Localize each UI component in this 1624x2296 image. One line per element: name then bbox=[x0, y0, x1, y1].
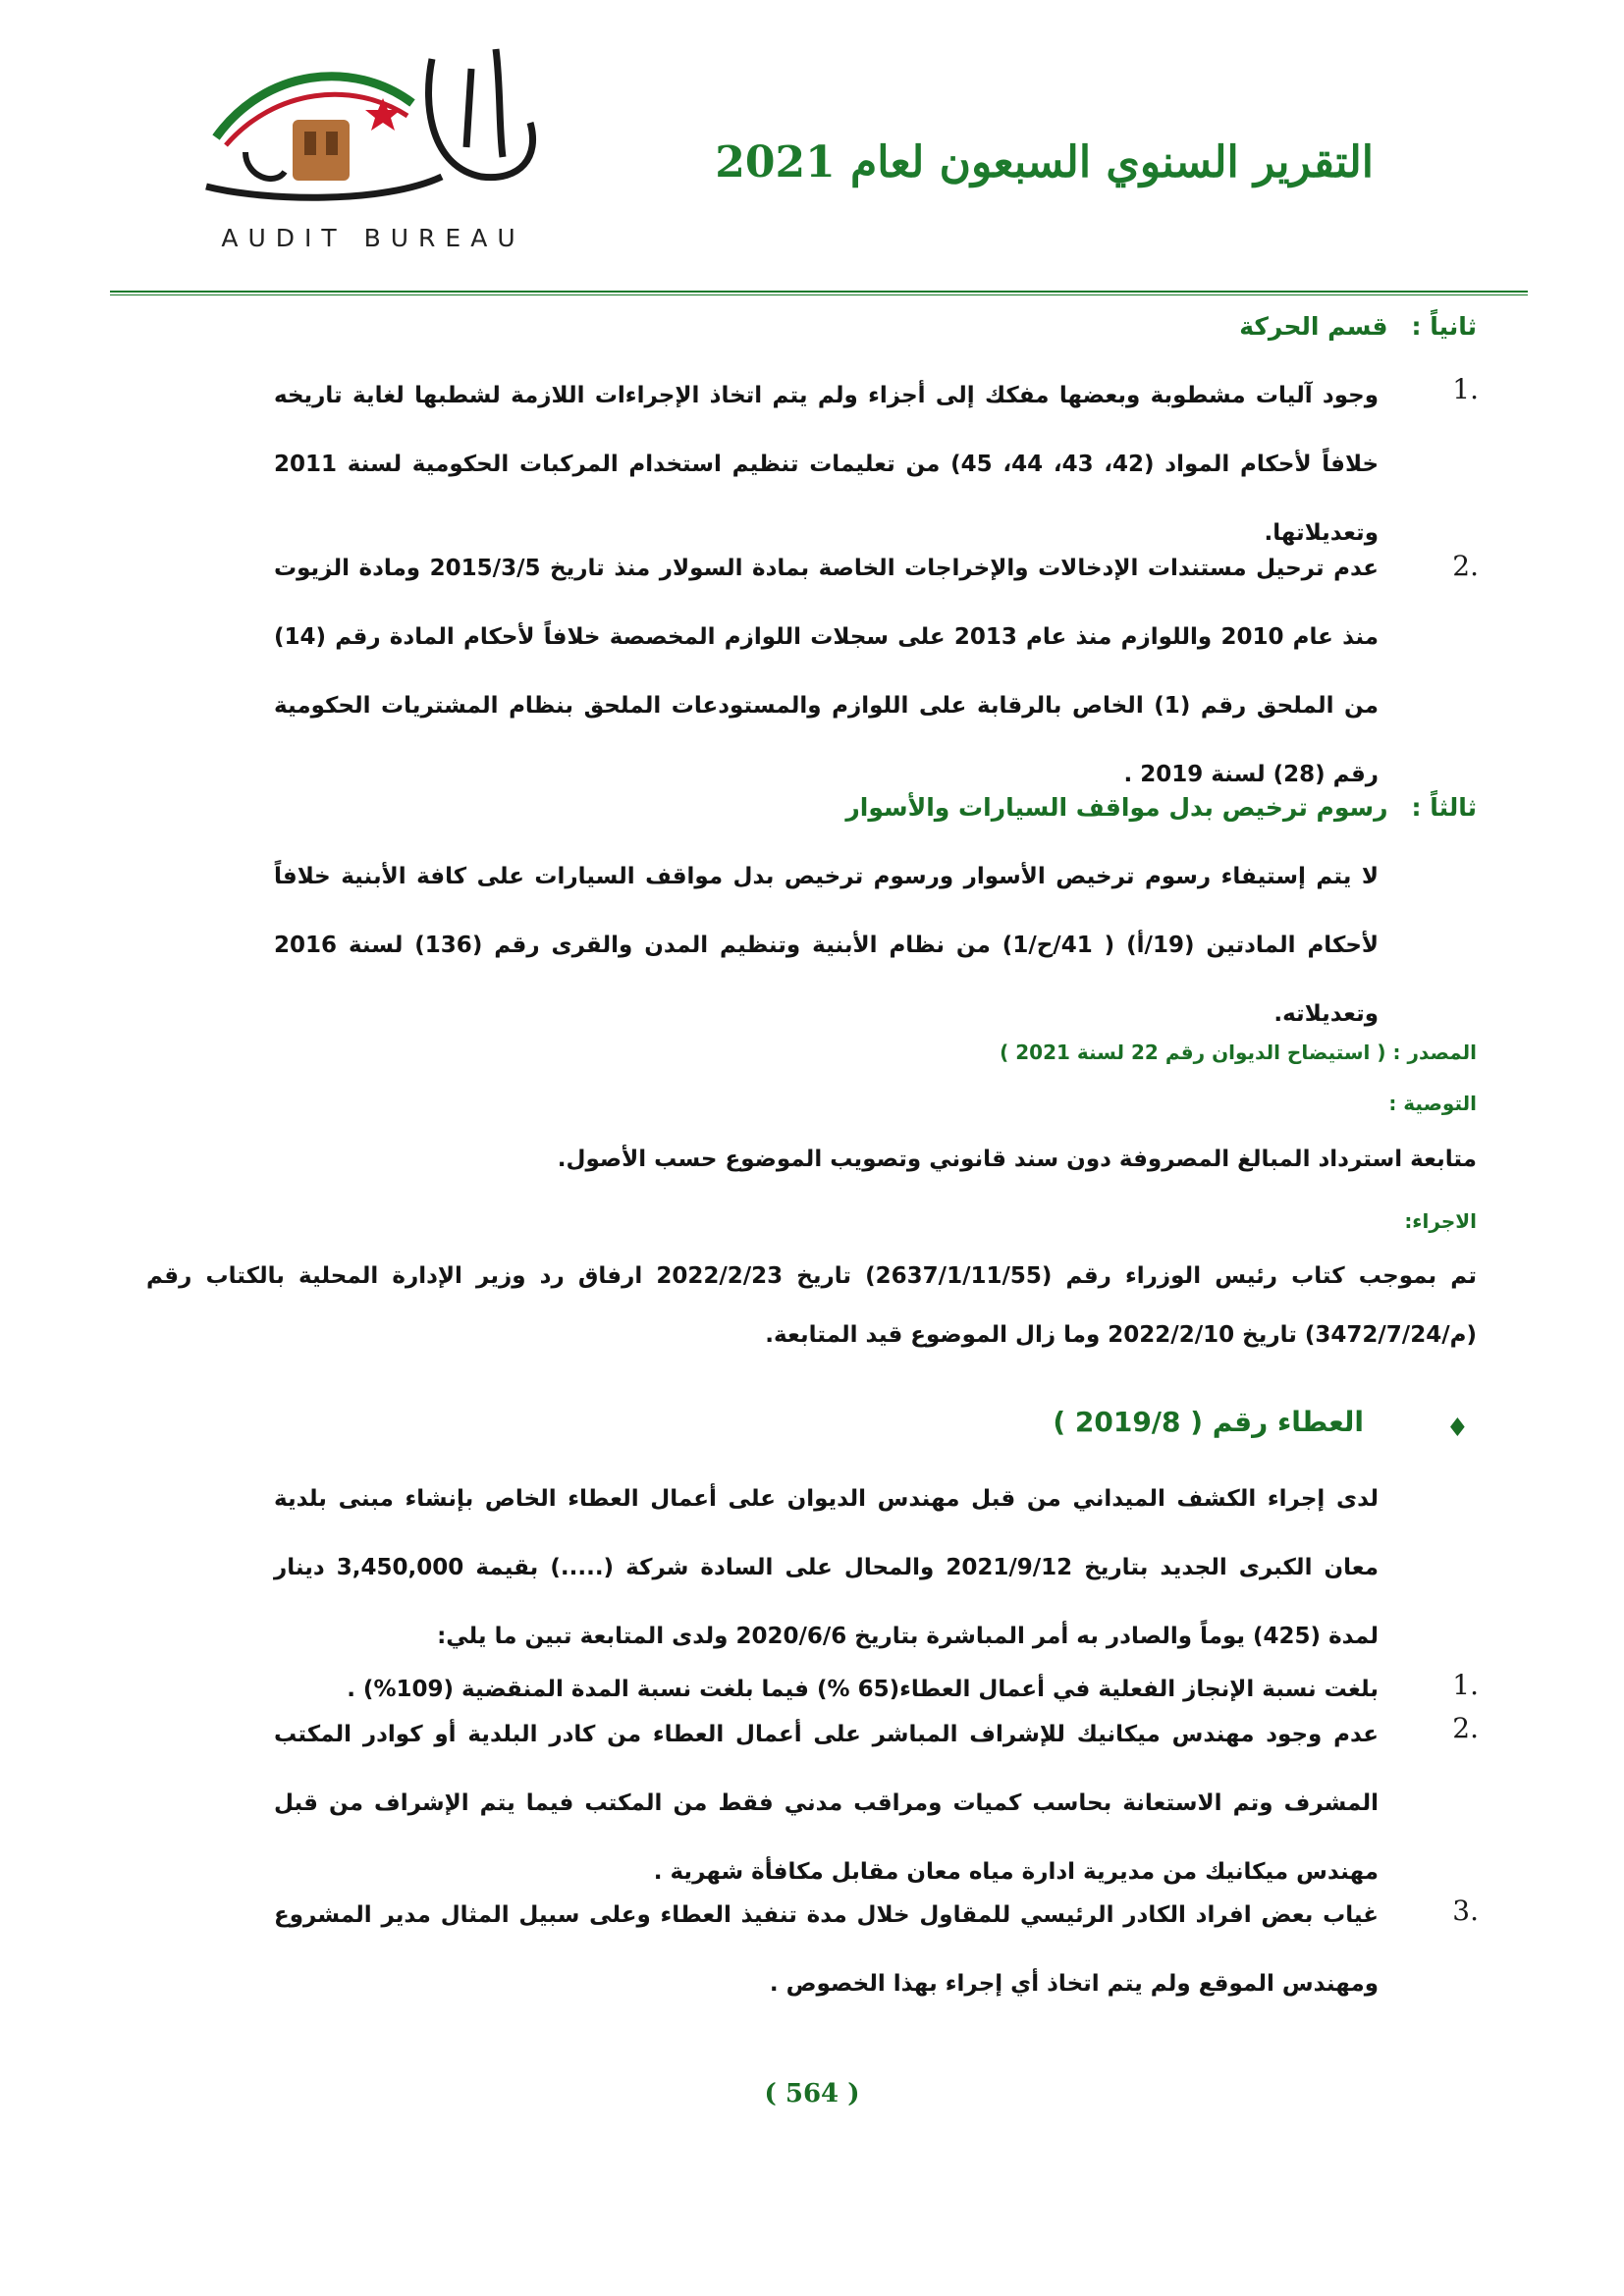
tender-item-3: غياب بعض افراد الكادر الرئيسي للمقاول خلال مدة تنفيذ العطاء وعلى سبيل المثال مدير المشروع ومهندس الموقع ولم يتم اتخاذ أي إجراء بهذا الخصوص . bbox=[274, 1902, 1379, 1997]
section-2-label: ثانياً : bbox=[1411, 312, 1477, 341]
item-number: 2. bbox=[1452, 550, 1479, 582]
page-number: ( 564 ) bbox=[764, 2079, 860, 2109]
report-title: التقرير السنوي السبعون لعام 2021 bbox=[715, 137, 1374, 187]
section-3-text: لا يتم إستيفاء رسوم ترخيص الأسوار ورسوم ترخيص بدل مواقف السيارات على كافة الأبنية خلافاً لأحكام المادتين (19/أ) ( 41/ح/1) من نظام الأبنية وتنظيم المدن والقرى رقم (136) لسنة 2016 وتعديلاته. bbox=[274, 864, 1380, 1027]
action-label: الاجراء: bbox=[1404, 1209, 1477, 1233]
logo-emblem bbox=[187, 29, 560, 226]
section-2-item-1: وجود آليات مشطوبة وبعضها مفكك إلى أجزاء ولم يتم اتخاذ الإجراءات اللازمة لشطبها لغاية تاريخه خلافاً لأحكام المواد (42، 43، 44، 45) من تعليمات تنظيم استخدام المركبات الحكومية لسنة 2011 وتعديلاتها. bbox=[274, 383, 1380, 546]
section-3-heading bbox=[845, 793, 1477, 822]
header-rule bbox=[110, 291, 1528, 296]
diamond-bullet-icon: ♦ bbox=[1445, 1414, 1469, 1443]
tender-title: العطاء رقم ( 2019/8 ) bbox=[1053, 1406, 1364, 1438]
action-text: تم بموجب كتاب رئيس الوزراء رقم (2637/1/11/55) تاريخ 2022/2/23 ارفاق رد وزير الإدارة المحلية بالكتاب رقم (م/3472/7/24) تاريخ 2022/2/10 وما زال الموضوع قيد المتابعة. bbox=[146, 1263, 1477, 1348]
item-number: 3. bbox=[1452, 1895, 1479, 1927]
item-number: 1. bbox=[1452, 373, 1479, 405]
section-2-item-2: عدم ترحيل مستندات الإدخالات والإخراجات الخاصة بمادة السولار منذ تاريخ 2015/3/5 ومادة الزيوت منذ عام 2010 واللوازم منذ عام 2013 على سجلات اللوازم المخصصة خلافاً لأحكام المادة رقم (14) من الملحق رقم (1) الخاص بالرقابة على اللوازم والمستودعات الملحق بنظام المشتريات الحكومية رقم (28) لسنة 2019 . bbox=[274, 556, 1380, 787]
logo-english-text: AUDIT BUREAU bbox=[221, 224, 525, 252]
section-2-heading bbox=[1239, 312, 1477, 341]
section-3-title: رسوم ترخيص بدل مواقف السيارات والأسوار bbox=[845, 793, 1388, 822]
recommendation-label: التوصية : bbox=[1388, 1092, 1477, 1115]
section-3-label: ثالثاً : bbox=[1411, 793, 1477, 822]
section-2-title: قسم الحركة bbox=[1239, 312, 1388, 341]
svg-text:ديوان المحاسبة: ديوان المحاسبة bbox=[356, 177, 363, 178]
tender-item-1: بلغت نسبة الإنجاز الفعلية في أعمال العطاء(65 %) فيما بلغت نسبة المدة المنقضية (109%) . bbox=[347, 1677, 1379, 1702]
tender-intro: لدى إجراء الكشف الميداني من قبل مهندس الديوان على أعمال العطاء الخاص بإنشاء مبنى بلدية معان الكبرى الجديد بتاريخ 2021/9/12 والمحال على السادة شركة (.....) بقيمة 3,450,000 دينار لمدة (425) يوماً والصادر به أمر المباشرة بتاريخ 2020/6/6 ولدى المتابعة تبين ما يلي: bbox=[274, 1486, 1379, 1649]
recommendation-text: متابعة استرداد المبالغ المصروفة دون سند قانوني وتصويب الموضوع حسب الأصول. bbox=[557, 1147, 1477, 1172]
tender-item-2: عدم وجود مهندس ميكانيك للإشراف المباشر على أعمال العطاء من كادر البلدية أو كوادر المكتب المشرف وتم الاستعانة بحاسب كميات ومراقب مدني فقط من المكتب فيما يتم الإشراف من قبل مهندس ميكانيك من مديرية ادارة مياه معان مقابل مكافأة شهرية . bbox=[274, 1722, 1379, 1885]
source-note: المصدر : ( استيضاح الديوان رقم 22 لسنة 2021 ) bbox=[1000, 1041, 1477, 1064]
item-number: 2. bbox=[1452, 1712, 1479, 1744]
item-number: 1. bbox=[1452, 1669, 1479, 1701]
audit-bureau-logo bbox=[187, 29, 560, 257]
